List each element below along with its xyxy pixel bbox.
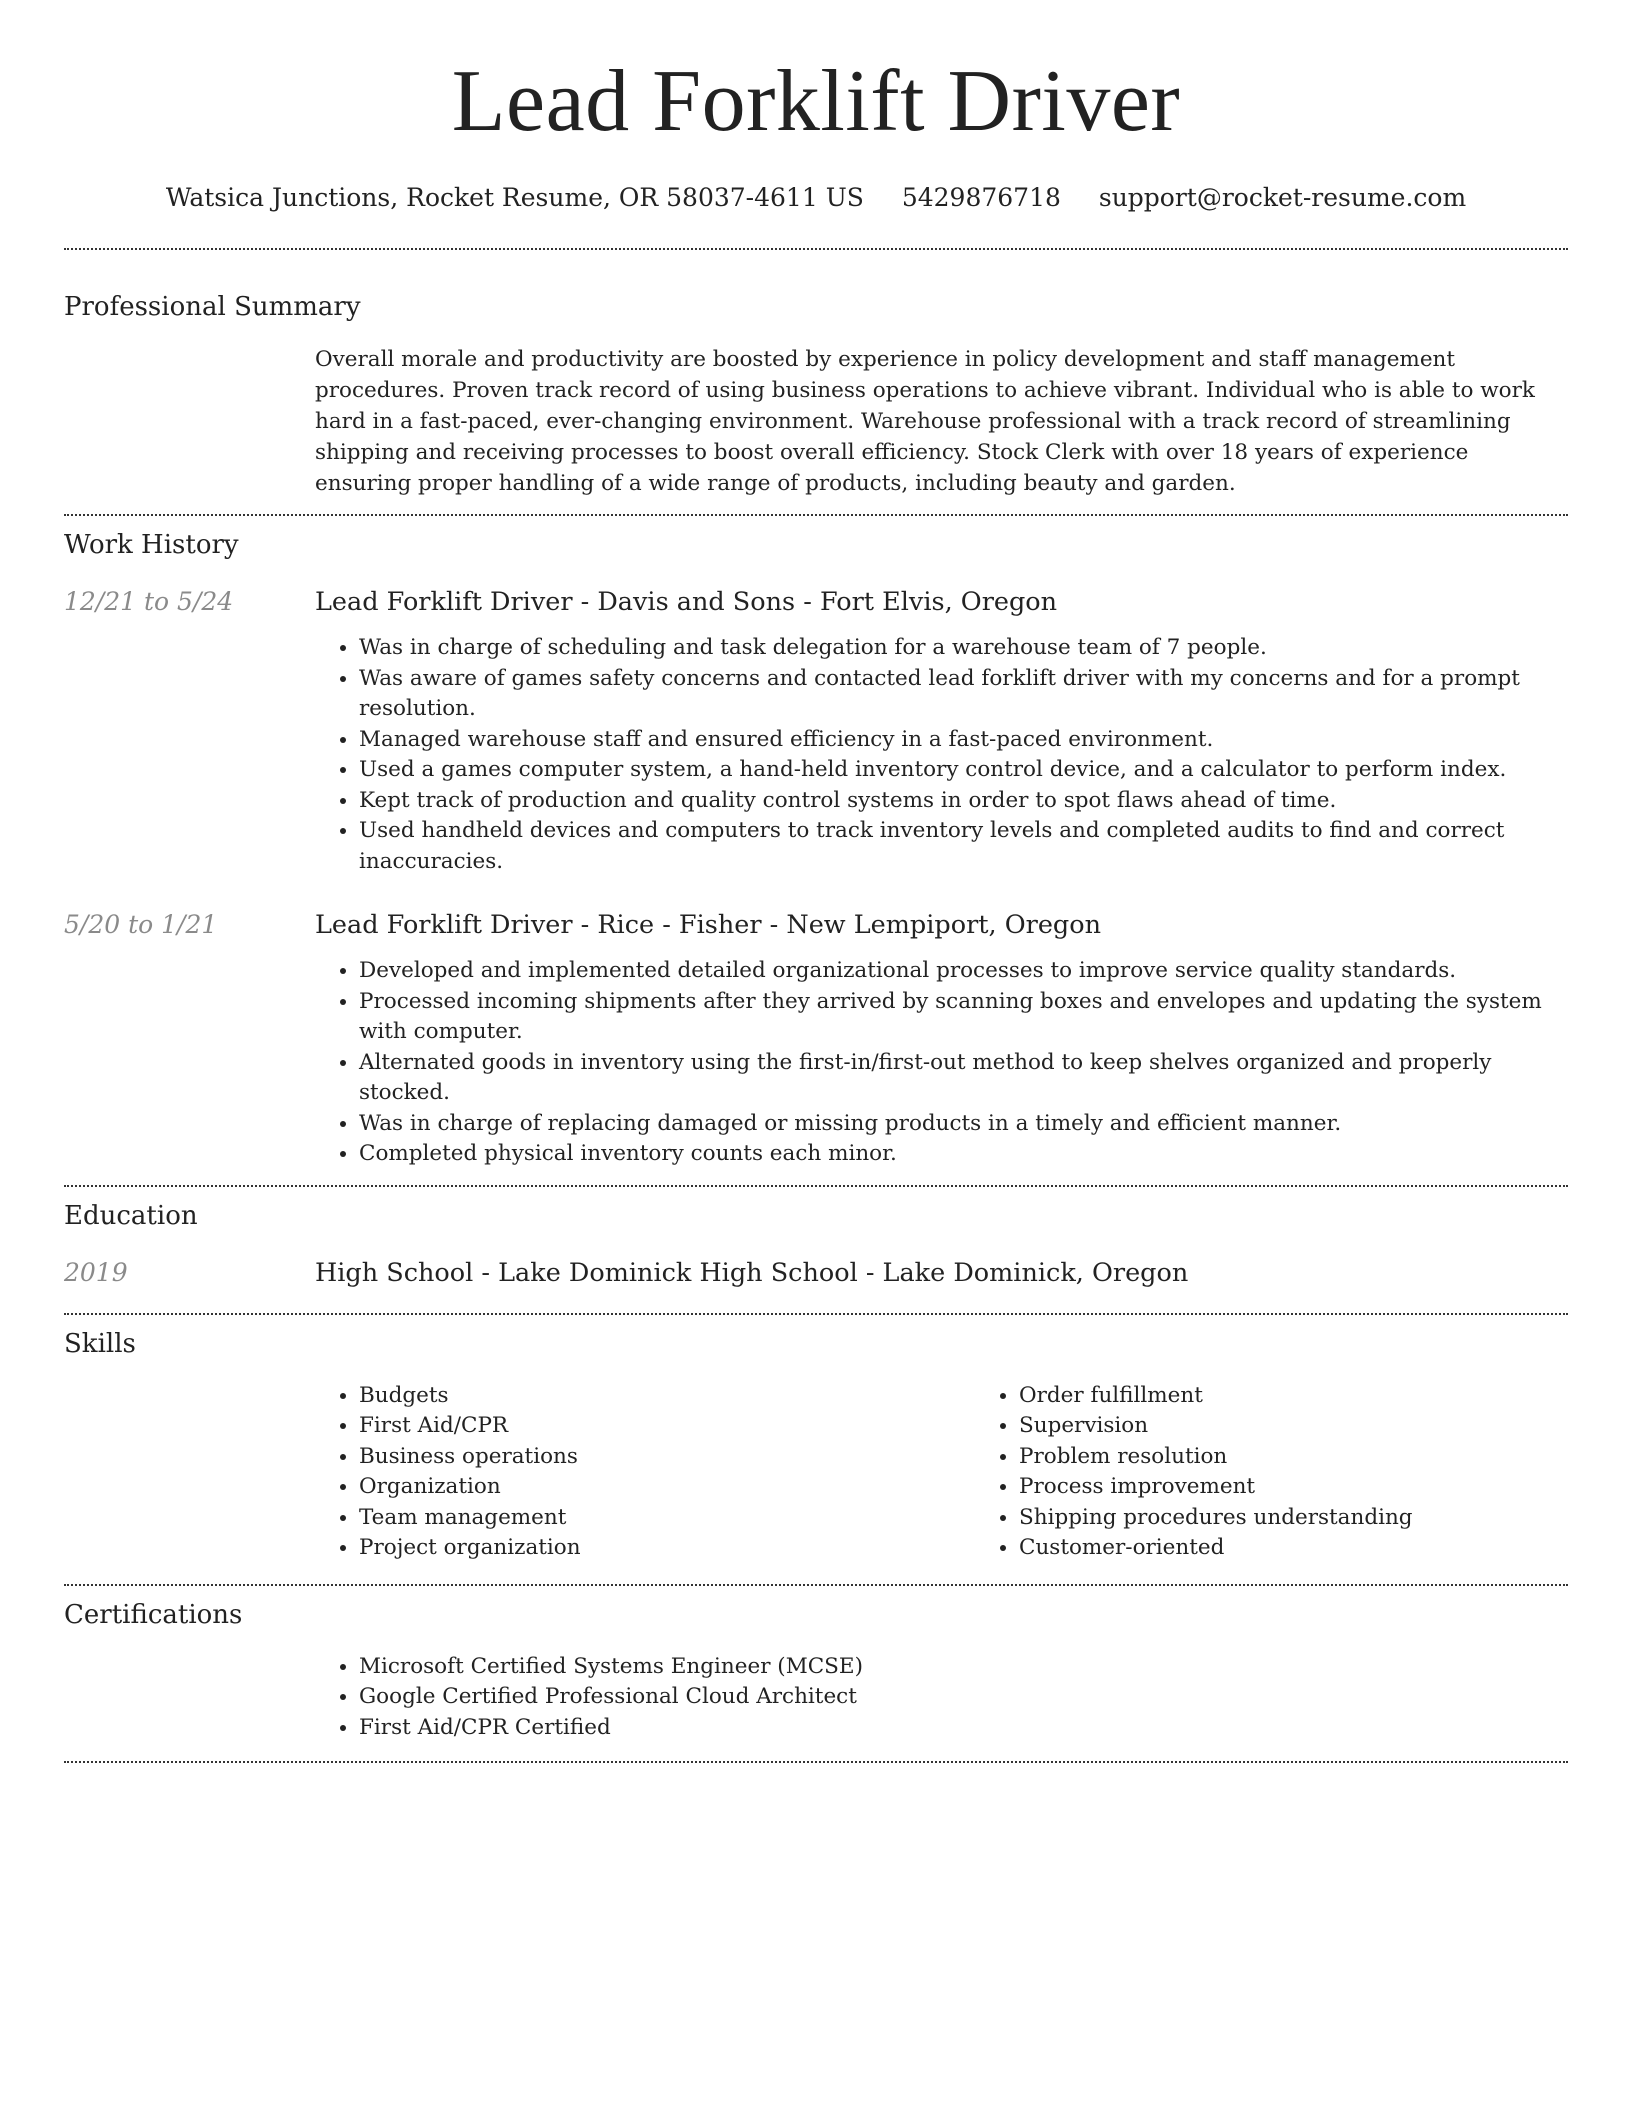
skills-list-right: [975, 1381, 1632, 1564]
section-divider: [64, 1185, 1568, 1187]
list-item: • Was in charge of scheduling and task delegation for a warehouse team of 7 people.: [359, 633, 1568, 664]
list-item: • Used handheld devices and computers to track inventory levels and completed audits to find and correct inaccuracies.: [359, 816, 1568, 877]
list-item: • Project organization: [359, 1533, 975, 1564]
education-year: 2019: [64, 1257, 128, 1287]
job-heading: Lead Forklift Driver - Rice - Fisher - New Lempiport, Oregon: [315, 910, 1102, 940]
skills-section: [64, 1327, 1568, 1564]
section-title-skills: Skills: [64, 1328, 136, 1359]
job-entry: [64, 909, 1568, 1170]
contact-line: [64, 182, 1568, 214]
summary-text: Overall morale and productivity are boosted by experience in policy development and staff management procedures. Proven track record of using business operations to achieve vibrant. Individual who is able to work hard in a fast-paced, ever-changing environment. Warehouse professional with a track record of streamlining shipping and receiving processes to boost overall efficiency. Stock Clerk with over 18 years of experience ensuring proper handling of a wide range of products, including beauty and garden.: [315, 347, 1535, 496]
list-item: • Processed incoming shipments after they arrived by scanning boxes and envelopes and updating the system with computer.: [359, 987, 1568, 1048]
list-item: • Order fulfillment: [1019, 1381, 1632, 1412]
list-item: • Supervision: [1019, 1411, 1632, 1442]
section-divider: [64, 1584, 1568, 1586]
list-item: • Customer-oriented: [1019, 1533, 1632, 1564]
list-item: • Alternated goods in inventory using the first-in/first-out method to keep shelves organized and properly stocked.: [359, 1048, 1568, 1109]
list-item: • Was aware of games safety concerns and contacted lead forklift driver with my concerns and for a prompt resolution.: [359, 664, 1568, 725]
list-item: • Budgets: [359, 1381, 975, 1412]
certifications-list: [315, 1652, 1568, 1744]
list-item: • Used a games computer system, a hand-held inventory control device, and a calculator to perform index.: [359, 755, 1568, 786]
job-heading: Lead Forklift Driver - Davis and Sons - Fort Elvis, Oregon: [315, 587, 1058, 617]
list-item: • Google Certified Professional Cloud Architect: [359, 1682, 1568, 1713]
section-title-work-history: Work History: [64, 530, 239, 560]
job-dates: 12/21 to 5/24: [64, 587, 234, 616]
list-item: • Problem resolution: [1019, 1442, 1632, 1473]
resume-name: Lead Forklift Driver: [451, 53, 1181, 150]
list-item: • Process improvement: [1019, 1472, 1632, 1503]
section-divider: [64, 1761, 1568, 1763]
section-title-summary: Professional Summary: [64, 292, 361, 322]
job-dates: 5/20 to 1/21: [64, 910, 218, 939]
section-title-education: Education: [64, 1200, 198, 1231]
list-item: • Shipping procedures understanding: [1019, 1503, 1632, 1534]
education-heading: High School - Lake Dominick High School - Lake Dominick, Oregon: [315, 1257, 1189, 1288]
summary-section: [64, 290, 1568, 499]
list-item: • Team management: [359, 1503, 975, 1534]
section-title-certifications: Certifications: [64, 1599, 243, 1630]
certifications-section: [64, 1598, 1568, 1744]
section-divider: [64, 514, 1568, 516]
list-item: • Kept track of production and quality control systems in order to spot flaws ahead of time.: [359, 786, 1568, 817]
list-item: • First Aid/CPR Certified: [359, 1713, 1568, 1744]
education-section: [64, 1199, 1568, 1289]
education-entry: [64, 1257, 1568, 1289]
contact-address: Watsica Junctions, Rocket Resume, OR 58037-4611 US: [165, 183, 864, 212]
contact-email: support@rocket-resume.com: [1098, 183, 1467, 212]
skills-list-left: [315, 1381, 975, 1564]
list-item: • Microsoft Certified Systems Engineer (MCSE): [359, 1652, 1568, 1683]
list-item: • Completed physical inventory counts each minor.: [359, 1139, 1568, 1170]
job-entry: [64, 586, 1568, 877]
list-item: • Developed and implemented detailed organizational processes to improve service quality standards.: [359, 956, 1568, 987]
section-divider: [64, 248, 1568, 250]
list-item: • Organization: [359, 1472, 975, 1503]
list-item: • Business operations: [359, 1442, 975, 1473]
contact-phone: 5429876718: [901, 183, 1061, 212]
job-bullets: [315, 956, 1568, 1170]
list-item: • First Aid/CPR: [359, 1411, 975, 1442]
section-divider: [64, 1313, 1568, 1315]
job-bullets: [315, 633, 1568, 877]
list-item: • Was in charge of replacing damaged or missing products in a timely and efficient manner.: [359, 1109, 1568, 1140]
list-item: • Managed warehouse staff and ensured efficiency in a fast-paced environment.: [359, 725, 1568, 756]
work-history-section: [64, 528, 1568, 1170]
